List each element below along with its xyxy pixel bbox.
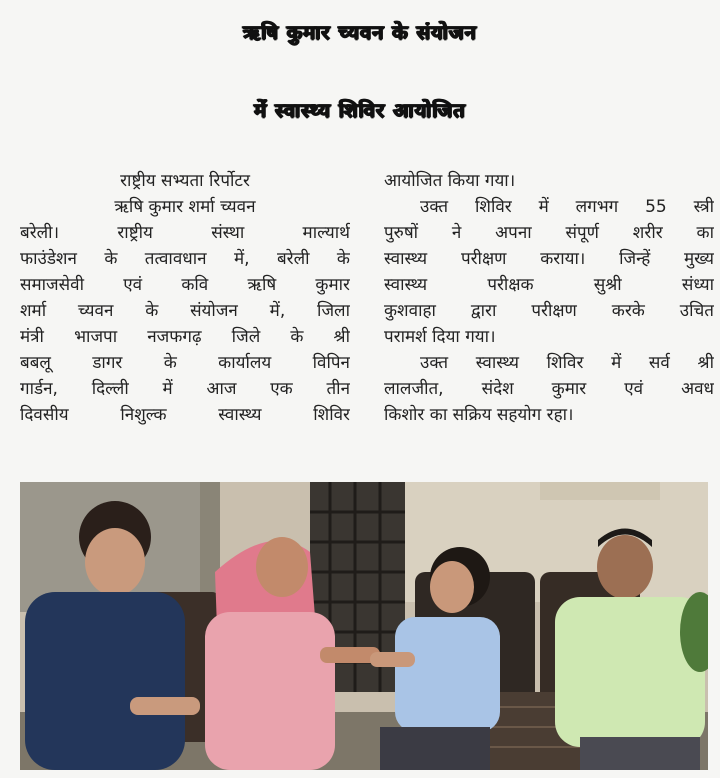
- body-line: मंत्री भाजपा नजफगढ़ जिले के श्री: [20, 327, 350, 347]
- byline-reporter: ऋषि कुमार शर्मा च्यवन: [114, 197, 256, 217]
- body-line: बबलू डागर के कार्यालय विपिन: [20, 353, 350, 373]
- body-line: स्वास्थ्य परीक्षक सुश्री संध्या: [384, 275, 714, 295]
- body-line: लालजीत, संदेश कुमार एवं अवध: [384, 379, 714, 399]
- body-line: समाजसेवी एवं कवि ऋषि कुमार: [20, 275, 350, 295]
- byline-source: राष्ट्रीय सभ्यता रिर्पोटर: [120, 171, 250, 191]
- body-line: आयोजित किया गया।: [384, 171, 516, 191]
- news-photo: [20, 482, 708, 770]
- headline-line-1: ऋषि कुमार च्यवन के संयोजन: [243, 20, 477, 44]
- body-line: कुशवाहा द्वारा परीक्षण करके उचित: [384, 301, 714, 321]
- body-line: गार्डन, दिल्ली में आज एक तीन: [20, 379, 350, 399]
- body-line: शर्मा च्यवन के संयोजन में, जिला: [20, 301, 350, 321]
- body-line: स्वास्थ्य परीक्षण कराया। जिन्हें मुख्य: [384, 249, 714, 269]
- body-line: बरेली। राष्ट्रीय संस्था माल्यार्थ: [20, 223, 350, 243]
- article-column-left: [20, 168, 350, 428]
- body-line: फाउंडेशन के तत्वावधान में, बरेली के: [20, 249, 350, 269]
- body-line: पुरुषों ने अपना संपूर्ण शरीर का: [384, 223, 714, 243]
- article-column-right: [384, 168, 714, 428]
- body-line: उक्त शिविर में लगभग 55 स्त्री: [420, 197, 714, 217]
- body-line: किशोर का सक्रिय सहयोग रहा।: [384, 405, 574, 425]
- photo-scene-icon: [20, 482, 708, 770]
- body-line: उक्त स्वास्थ्य शिविर में सर्व श्री: [420, 353, 714, 373]
- headline-line-2: में स्वास्थ्य शिविर आयोजित: [254, 98, 466, 122]
- body-line: दिवसीय निशुल्क स्वास्थ्य शिविर: [20, 405, 350, 425]
- body-line: परामर्श दिया गया।: [384, 327, 496, 347]
